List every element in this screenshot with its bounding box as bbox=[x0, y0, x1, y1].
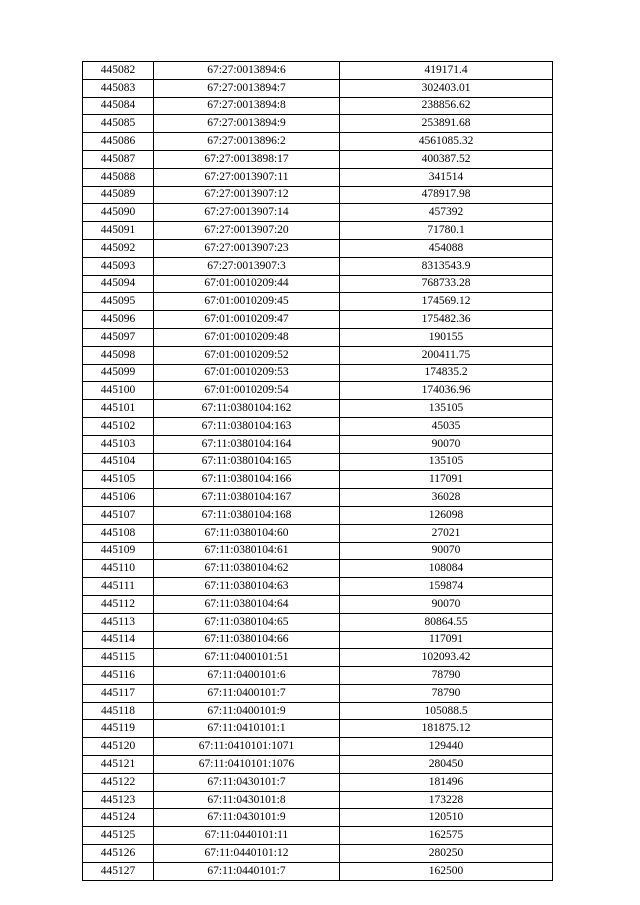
row-number-cell: 445085 bbox=[83, 115, 154, 133]
value-cell: 90070 bbox=[340, 542, 553, 560]
value-cell: 159874 bbox=[340, 578, 553, 596]
row-number-cell: 445100 bbox=[83, 382, 154, 400]
cadastral-number-cell: 67:27:0013894:7 bbox=[154, 79, 340, 97]
table-row bbox=[83, 328, 553, 346]
cadastral-number-cell: 67:11:0400101:6 bbox=[154, 667, 340, 685]
row-number-cell: 445088 bbox=[83, 168, 154, 186]
table-row bbox=[83, 79, 553, 97]
cadastral-number-cell: 67:11:0380104:62 bbox=[154, 560, 340, 578]
cadastral-number-cell: 67:11:0380104:65 bbox=[154, 613, 340, 631]
value-cell: 175482.36 bbox=[340, 311, 553, 329]
value-cell: 174569.12 bbox=[340, 293, 553, 311]
table-row bbox=[83, 257, 553, 275]
value-cell: 78790 bbox=[340, 667, 553, 685]
table-row bbox=[83, 702, 553, 720]
value-cell: 400387.52 bbox=[340, 150, 553, 168]
data-table bbox=[82, 61, 553, 881]
table-row bbox=[83, 115, 553, 133]
cadastral-number-cell: 67:27:0013907:11 bbox=[154, 168, 340, 186]
value-cell: 8313543.9 bbox=[340, 257, 553, 275]
table-row bbox=[83, 809, 553, 827]
cadastral-number-cell: 67:11:0380104:163 bbox=[154, 417, 340, 435]
cadastral-number-cell: 67:01:0010209:45 bbox=[154, 293, 340, 311]
table-row bbox=[83, 578, 553, 596]
table-row bbox=[83, 62, 553, 80]
row-number-cell: 445108 bbox=[83, 524, 154, 542]
value-cell: 200411.75 bbox=[340, 346, 553, 364]
row-number-cell: 445126 bbox=[83, 845, 154, 863]
row-number-cell: 445104 bbox=[83, 453, 154, 471]
row-number-cell: 445110 bbox=[83, 560, 154, 578]
cadastral-number-cell: 67:11:0410101:1071 bbox=[154, 738, 340, 756]
cadastral-number-cell: 67:27:0013894:6 bbox=[154, 62, 340, 80]
row-number-cell: 445095 bbox=[83, 293, 154, 311]
value-cell: 117091 bbox=[340, 631, 553, 649]
value-cell: 90070 bbox=[340, 435, 553, 453]
value-cell: 253891.68 bbox=[340, 115, 553, 133]
row-number-cell: 445084 bbox=[83, 97, 154, 115]
row-number-cell: 445125 bbox=[83, 827, 154, 845]
cadastral-number-cell: 67:11:0400101:7 bbox=[154, 684, 340, 702]
table-row bbox=[83, 400, 553, 418]
row-number-cell: 445119 bbox=[83, 720, 154, 738]
row-number-cell: 445122 bbox=[83, 773, 154, 791]
row-number-cell: 445086 bbox=[83, 133, 154, 151]
table-body bbox=[83, 62, 553, 881]
row-number-cell: 445105 bbox=[83, 471, 154, 489]
table-row bbox=[83, 453, 553, 471]
value-cell: 173228 bbox=[340, 791, 553, 809]
table-row bbox=[83, 827, 553, 845]
cadastral-number-cell: 67:27:0013898:17 bbox=[154, 150, 340, 168]
value-cell: 102093.42 bbox=[340, 649, 553, 667]
value-cell: 174835.2 bbox=[340, 364, 553, 382]
table-row bbox=[83, 773, 553, 791]
table-row bbox=[83, 649, 553, 667]
cadastral-number-cell: 67:11:0430101:8 bbox=[154, 791, 340, 809]
table-row bbox=[83, 542, 553, 560]
table-row bbox=[83, 720, 553, 738]
value-cell: 120510 bbox=[340, 809, 553, 827]
table-row bbox=[83, 133, 553, 151]
value-cell: 478917.98 bbox=[340, 186, 553, 204]
row-number-cell: 445106 bbox=[83, 489, 154, 507]
table-row bbox=[83, 862, 553, 880]
row-number-cell: 445114 bbox=[83, 631, 154, 649]
cadastral-number-cell: 67:11:0380104:162 bbox=[154, 400, 340, 418]
table-row bbox=[83, 845, 553, 863]
row-number-cell: 445124 bbox=[83, 809, 154, 827]
row-number-cell: 445101 bbox=[83, 400, 154, 418]
table-row bbox=[83, 613, 553, 631]
value-cell: 126098 bbox=[340, 506, 553, 524]
table-row bbox=[83, 204, 553, 222]
cadastral-number-cell: 67:11:0380104:61 bbox=[154, 542, 340, 560]
row-number-cell: 445092 bbox=[83, 239, 154, 257]
cadastral-number-cell: 67:01:0010209:54 bbox=[154, 382, 340, 400]
table-row bbox=[83, 560, 553, 578]
row-number-cell: 445123 bbox=[83, 791, 154, 809]
row-number-cell: 445115 bbox=[83, 649, 154, 667]
table-row bbox=[83, 417, 553, 435]
cadastral-number-cell: 67:11:0440101:11 bbox=[154, 827, 340, 845]
table-row bbox=[83, 293, 553, 311]
value-cell: 341514 bbox=[340, 168, 553, 186]
cadastral-number-cell: 67:27:0013894:8 bbox=[154, 97, 340, 115]
value-cell: 129440 bbox=[340, 738, 553, 756]
row-number-cell: 445120 bbox=[83, 738, 154, 756]
cadastral-number-cell: 67:11:0380104:165 bbox=[154, 453, 340, 471]
value-cell: 419171.4 bbox=[340, 62, 553, 80]
cadastral-number-cell: 67:27:0013907:23 bbox=[154, 239, 340, 257]
cadastral-number-cell: 67:11:0410101:1 bbox=[154, 720, 340, 738]
cadastral-number-cell: 67:11:0380104:167 bbox=[154, 489, 340, 507]
table-row bbox=[83, 150, 553, 168]
row-number-cell: 445087 bbox=[83, 150, 154, 168]
cadastral-number-cell: 67:27:0013907:3 bbox=[154, 257, 340, 275]
value-cell: 45035 bbox=[340, 417, 553, 435]
row-number-cell: 445111 bbox=[83, 578, 154, 596]
table-row bbox=[83, 382, 553, 400]
row-number-cell: 445109 bbox=[83, 542, 154, 560]
table-row bbox=[83, 738, 553, 756]
cadastral-number-cell: 67:11:0380104:66 bbox=[154, 631, 340, 649]
cadastral-number-cell: 67:11:0440101:7 bbox=[154, 862, 340, 880]
table-row bbox=[83, 631, 553, 649]
table-row bbox=[83, 275, 553, 293]
cadastral-number-cell: 67:27:0013894:9 bbox=[154, 115, 340, 133]
value-cell: 78790 bbox=[340, 684, 553, 702]
row-number-cell: 445093 bbox=[83, 257, 154, 275]
table-row bbox=[83, 595, 553, 613]
value-cell: 280450 bbox=[340, 756, 553, 774]
table-row bbox=[83, 667, 553, 685]
table-row bbox=[83, 168, 553, 186]
row-number-cell: 445107 bbox=[83, 506, 154, 524]
row-number-cell: 445099 bbox=[83, 364, 154, 382]
row-number-cell: 445127 bbox=[83, 862, 154, 880]
row-number-cell: 445094 bbox=[83, 275, 154, 293]
table-row bbox=[83, 506, 553, 524]
cadastral-number-cell: 67:11:0440101:12 bbox=[154, 845, 340, 863]
value-cell: 71780.1 bbox=[340, 222, 553, 240]
table-row bbox=[83, 311, 553, 329]
row-number-cell: 445083 bbox=[83, 79, 154, 97]
row-number-cell: 445089 bbox=[83, 186, 154, 204]
value-cell: 27021 bbox=[340, 524, 553, 542]
row-number-cell: 445082 bbox=[83, 62, 154, 80]
cadastral-number-cell: 67:01:0010209:52 bbox=[154, 346, 340, 364]
table-row bbox=[83, 791, 553, 809]
cadastral-number-cell: 67:11:0380104:166 bbox=[154, 471, 340, 489]
value-cell: 181875.12 bbox=[340, 720, 553, 738]
cadastral-number-cell: 67:11:0380104:168 bbox=[154, 506, 340, 524]
table-row bbox=[83, 471, 553, 489]
value-cell: 105088.5 bbox=[340, 702, 553, 720]
value-cell: 80864.55 bbox=[340, 613, 553, 631]
row-number-cell: 445097 bbox=[83, 328, 154, 346]
value-cell: 108084 bbox=[340, 560, 553, 578]
cadastral-number-cell: 67:01:0010209:47 bbox=[154, 311, 340, 329]
value-cell: 90070 bbox=[340, 595, 553, 613]
table-row bbox=[83, 364, 553, 382]
table-row bbox=[83, 346, 553, 364]
value-cell: 190155 bbox=[340, 328, 553, 346]
cadastral-number-cell: 67:01:0010209:44 bbox=[154, 275, 340, 293]
value-cell: 135105 bbox=[340, 453, 553, 471]
value-cell: 302403.01 bbox=[340, 79, 553, 97]
row-number-cell: 445091 bbox=[83, 222, 154, 240]
value-cell: 162575 bbox=[340, 827, 553, 845]
value-cell: 174036.96 bbox=[340, 382, 553, 400]
table-row bbox=[83, 684, 553, 702]
table-row bbox=[83, 435, 553, 453]
value-cell: 280250 bbox=[340, 845, 553, 863]
row-number-cell: 445116 bbox=[83, 667, 154, 685]
value-cell: 181496 bbox=[340, 773, 553, 791]
row-number-cell: 445102 bbox=[83, 417, 154, 435]
value-cell: 457392 bbox=[340, 204, 553, 222]
value-cell: 135105 bbox=[340, 400, 553, 418]
cadastral-number-cell: 67:27:0013907:14 bbox=[154, 204, 340, 222]
table-row bbox=[83, 97, 553, 115]
row-number-cell: 445096 bbox=[83, 311, 154, 329]
table-row bbox=[83, 756, 553, 774]
cadastral-number-cell: 67:11:0380104:64 bbox=[154, 595, 340, 613]
value-cell: 4561085.32 bbox=[340, 133, 553, 151]
table-row bbox=[83, 524, 553, 542]
value-cell: 768733.28 bbox=[340, 275, 553, 293]
row-number-cell: 445118 bbox=[83, 702, 154, 720]
cadastral-number-cell: 67:11:0400101:51 bbox=[154, 649, 340, 667]
cadastral-number-cell: 67:27:0013907:20 bbox=[154, 222, 340, 240]
table-row bbox=[83, 239, 553, 257]
table-row bbox=[83, 186, 553, 204]
cadastral-number-cell: 67:11:0430101:9 bbox=[154, 809, 340, 827]
row-number-cell: 445098 bbox=[83, 346, 154, 364]
row-number-cell: 445090 bbox=[83, 204, 154, 222]
cadastral-number-cell: 67:01:0010209:53 bbox=[154, 364, 340, 382]
cadastral-number-cell: 67:11:0410101:1076 bbox=[154, 756, 340, 774]
table-row bbox=[83, 222, 553, 240]
value-cell: 36028 bbox=[340, 489, 553, 507]
value-cell: 454088 bbox=[340, 239, 553, 257]
value-cell: 238856.62 bbox=[340, 97, 553, 115]
table-row bbox=[83, 489, 553, 507]
row-number-cell: 445121 bbox=[83, 756, 154, 774]
cadastral-number-cell: 67:11:0380104:60 bbox=[154, 524, 340, 542]
cadastral-number-cell: 67:11:0430101:7 bbox=[154, 773, 340, 791]
cadastral-number-cell: 67:11:0400101:9 bbox=[154, 702, 340, 720]
row-number-cell: 445113 bbox=[83, 613, 154, 631]
cadastral-number-cell: 67:27:0013907:12 bbox=[154, 186, 340, 204]
cadastral-number-cell: 67:11:0380104:164 bbox=[154, 435, 340, 453]
cadastral-number-cell: 67:01:0010209:48 bbox=[154, 328, 340, 346]
row-number-cell: 445103 bbox=[83, 435, 154, 453]
value-cell: 162500 bbox=[340, 862, 553, 880]
cadastral-number-cell: 67:11:0380104:63 bbox=[154, 578, 340, 596]
row-number-cell: 445117 bbox=[83, 684, 154, 702]
cadastral-number-cell: 67:27:0013896:2 bbox=[154, 133, 340, 151]
row-number-cell: 445112 bbox=[83, 595, 154, 613]
value-cell: 117091 bbox=[340, 471, 553, 489]
